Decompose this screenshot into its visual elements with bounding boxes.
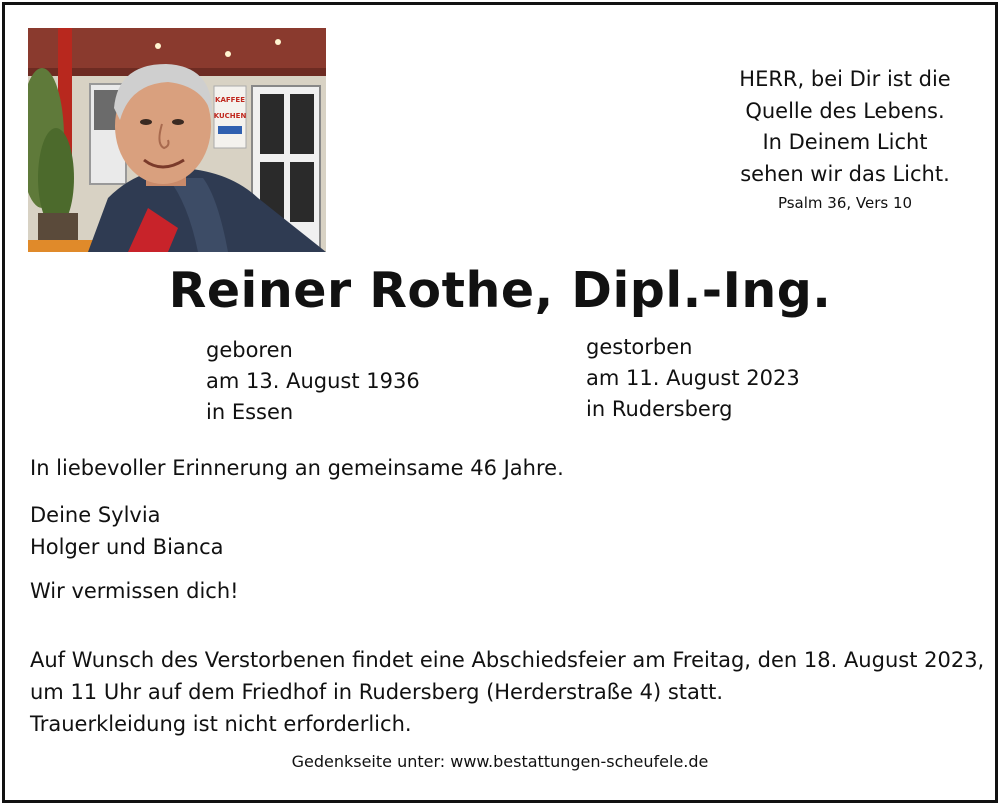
death-place: in Rudersberg — [586, 397, 733, 421]
verse-line: In Deinem Licht — [762, 130, 928, 154]
memory-text: In liebevoller Erinnerung an gemeinsame 46 Jahre. — [30, 456, 564, 480]
photo-sign-line-2: KUCHEN — [213, 112, 247, 120]
died-label: gestorben — [586, 335, 693, 359]
birth-place: in Essen — [206, 400, 294, 424]
verse-line: HERR, bei Dir ist die — [739, 67, 951, 91]
born-label: geboren — [206, 338, 293, 362]
photo-sign-line-1: KAFFEE — [215, 96, 245, 104]
verse-reference: Psalm 36, Vers 10 — [777, 194, 913, 212]
ceremony-line: Trauerkleidung ist nicht erforderlich. — [30, 712, 412, 736]
memorial-page-link[interactable]: Gedenkseite unter: www.bestattungen-scheufele.de — [291, 752, 709, 771]
birth-info — [206, 335, 420, 428]
verse-line: Quelle des Lebens. — [745, 98, 945, 123]
family-line: Deine Sylvia — [30, 503, 161, 527]
deceased-name: Reiner Rothe, Dipl.-Ing. — [168, 262, 832, 319]
miss-text: Wir vermissen dich! — [30, 579, 239, 603]
portrait-photo — [28, 28, 326, 252]
psalm-verse — [700, 64, 990, 216]
birth-date: am 13. August 1936 — [206, 369, 420, 393]
death-date: am 11. August 2023 — [586, 366, 800, 390]
ceremony-line: Auf Wunsch des Verstorbenen findet eine Abschiedsfeier am Freitag, den 18. August 2023, — [30, 648, 985, 672]
death-info — [586, 332, 800, 425]
family-line: Holger und Bianca — [30, 535, 224, 559]
verse-line: sehen wir das Licht. — [740, 161, 950, 186]
ceremony-line: um 11 Uhr auf dem Friedhof in Rudersberg (Herderstraße 4) statt. — [30, 680, 724, 704]
